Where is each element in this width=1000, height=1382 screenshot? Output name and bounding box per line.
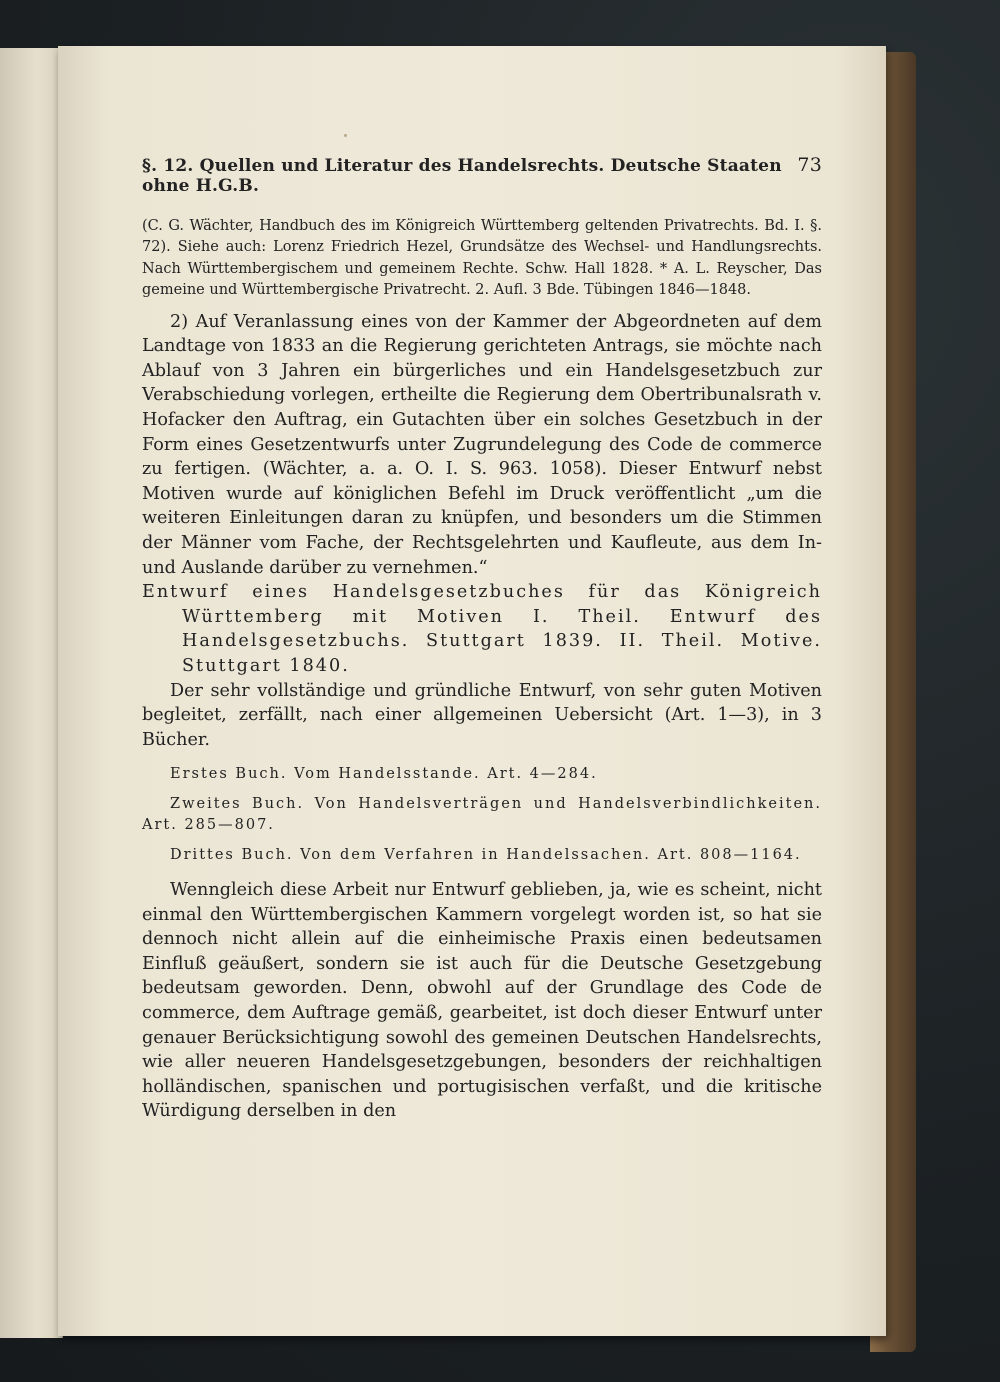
page-number: 73	[797, 154, 822, 176]
book-page	[58, 46, 886, 1336]
paragraph-structure: Der sehr vollständige und gründliche Entwurf, von sehr guten Motiven begleitet, zerfällt, nach einer allgemeinen Uebersicht (Art. 1—3), in 3 Bücher.	[142, 680, 822, 750]
book-three-entry: Drittes Buch. Von dem Verfahren in Handelssachen. Art. 808—1164.	[170, 846, 802, 863]
paragraph-influence: Wenngleich diese Arbeit nur Entwurf geblieben, ja, wie es scheint, nicht einmal den Württembergischen Kammern vorgelegt worden ist, so hat sie dennoch nicht allein auf die einheimische Praxis einen bedeutsamen Einfluß geäußert, sondern sie ist auch für die Deutsche Gesetzgebung bedeutsam geworden. Denn, obwohl auf der Grundlage des Code de commerce, dem Auftrage gemäß, gearbeitet, ist doch dieser Entwurf unter genauer Berücksichtigung sowohl des gemeinen Deutschen Handelsrechts, wie aller neueren Handelsgesetzgebungen, besonders der reichhaltigen holländischen, spanischen und portugisischen verfaßt, und die kritische Würdigung derselben in den	[142, 879, 822, 1122]
book-one-entry: Erstes Buch. Vom Handelsstande. Art. 4—284.	[170, 766, 598, 783]
footnote-literature: (C. G. Wächter, Handbuch des im Königreich Württemberg geltenden Privatrechts. Bd. I. §. 72). Siehe auch: Lorenz Friedrich Hezel, Grundsätze des Wechsel- und Handlungsrechts. Nach Württembergischem und gemeinem Rechte. Schw. Hall 1828. * A. L. Reyscher, Das gemeine und Württembergische Privatrecht. 2. Aufl. 3 Bde. Tübingen 1846—1848.	[142, 218, 822, 299]
page-text-block	[142, 154, 822, 1124]
running-title: §. 12. Quellen und Literatur des Handelsrechts. Deutsche Staaten ohne H.G.B.	[142, 156, 782, 196]
paper-speck	[344, 134, 347, 137]
book-two-entry: Zweites Buch. Von Handelsverträgen und Handelsverbindlichkeiten. Art. 285—807.	[142, 795, 822, 834]
paragraph-wuerttemberg-origin: 2) Auf Veranlassung eines von der Kammer der Abgeordneten auf dem Landtage von 1833 an die Regierung gerichteten Antrags, sie möchte nach Ablauf von 3 Jahren ein bürgerliches und ein Handelsgesetzbuch zur Verabschiedung vorlegen, ertheilte die Regierung dem Obertribunalsrath v. Hofacker den Auftrag, ein Gutachten über ein solches Gesetzbuch in der Form eines Gesetzentwurfs unter Zugrundelegung des Code de commerce zu fertigen. (Wächter, a. a. O. I. S. 963. 1058). Dieser Entwurf nebst Motiven wurde auf königlichen Befehl im Druck veröffentlicht „um die weiteren Einleitungen daran zu knüpfen, und besonders um die Stimmen der Männer vom Fache, der Rechtsgelehrten und Kaufleute, aus dem In- und Auslande darüber zu vernehmen.“	[142, 311, 822, 578]
citation-entwurf: Entwurf eines Handelsgesetzbuches für das Königreich Württemberg mit Motiven I. Theil. Entwurf des Handelsgesetzbuchs. Stuttgart 1839. II. Theil. Motive. Stuttgart 1840.	[142, 582, 822, 676]
facing-page-edge	[0, 48, 63, 1338]
running-header	[142, 154, 822, 196]
